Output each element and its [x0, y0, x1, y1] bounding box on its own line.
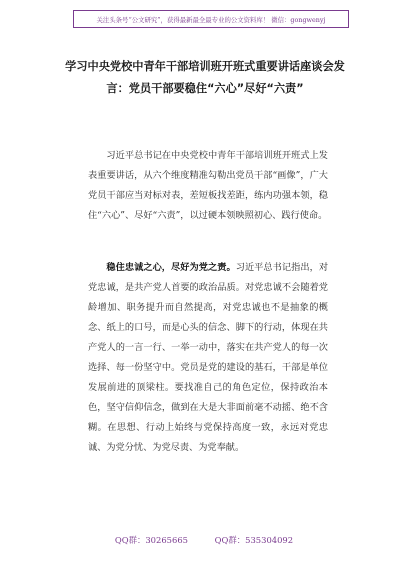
footer-contacts	[0, 534, 408, 546]
header-banner-text: 关注头条号“公文研究”，获得最新最全最专业的公文资料库！ 微信：gongwenyj	[96, 15, 326, 24]
paragraph-loyalty	[88, 258, 328, 458]
paragraph-intro: 习近平总书记在中央党校中青年干部培训班开班式上发表重要讲话，从六个维度精准勾勒出党员干部“画像”，广大党员干部应当对标对表，差短板找差距，练内功强本领，稳住“六心”、尽好“六责”，以过硬本领映照初心、践行使命。	[88, 150, 328, 221]
footer-qq-group-2: QQ群：535304092	[214, 535, 294, 545]
document-title: 学习中央党校中青年干部培训班开班式重要讲话座谈会发言：党员干部要稳住“六心”尽好“六责”	[65, 60, 345, 95]
footer-qq-group-1: QQ群：30265665	[114, 535, 188, 545]
header-banner	[73, 10, 349, 28]
paragraph-body: 习近平总书记指出，对党忠诚，是共产党人首要的政治品质。对党忠诚不会随着党龄增加、职务提升而自然提高，对党忠诚也不是抽象的概念、纸上的口号，而是心头的信念、脚下的行动，体现在共产党人的一言一行、一举一动中，落实在共产党人的每一次选择、每一份坚守中。党员是党的建设的基石，干部是单位发展前进的顶梁柱。要找准自己的角色定位，保持政治本色，坚守信仰信念，做到在大是大非面前毫不动摇、绝不含糊。在思想、行动上始终与党保持高度一致，永远对党忠诚、为党分忧、为党尽责、为党奉献。	[88, 262, 329, 453]
paragraph-lead-heading: 稳住忠诚之心，尽好为党之责。	[106, 262, 236, 273]
